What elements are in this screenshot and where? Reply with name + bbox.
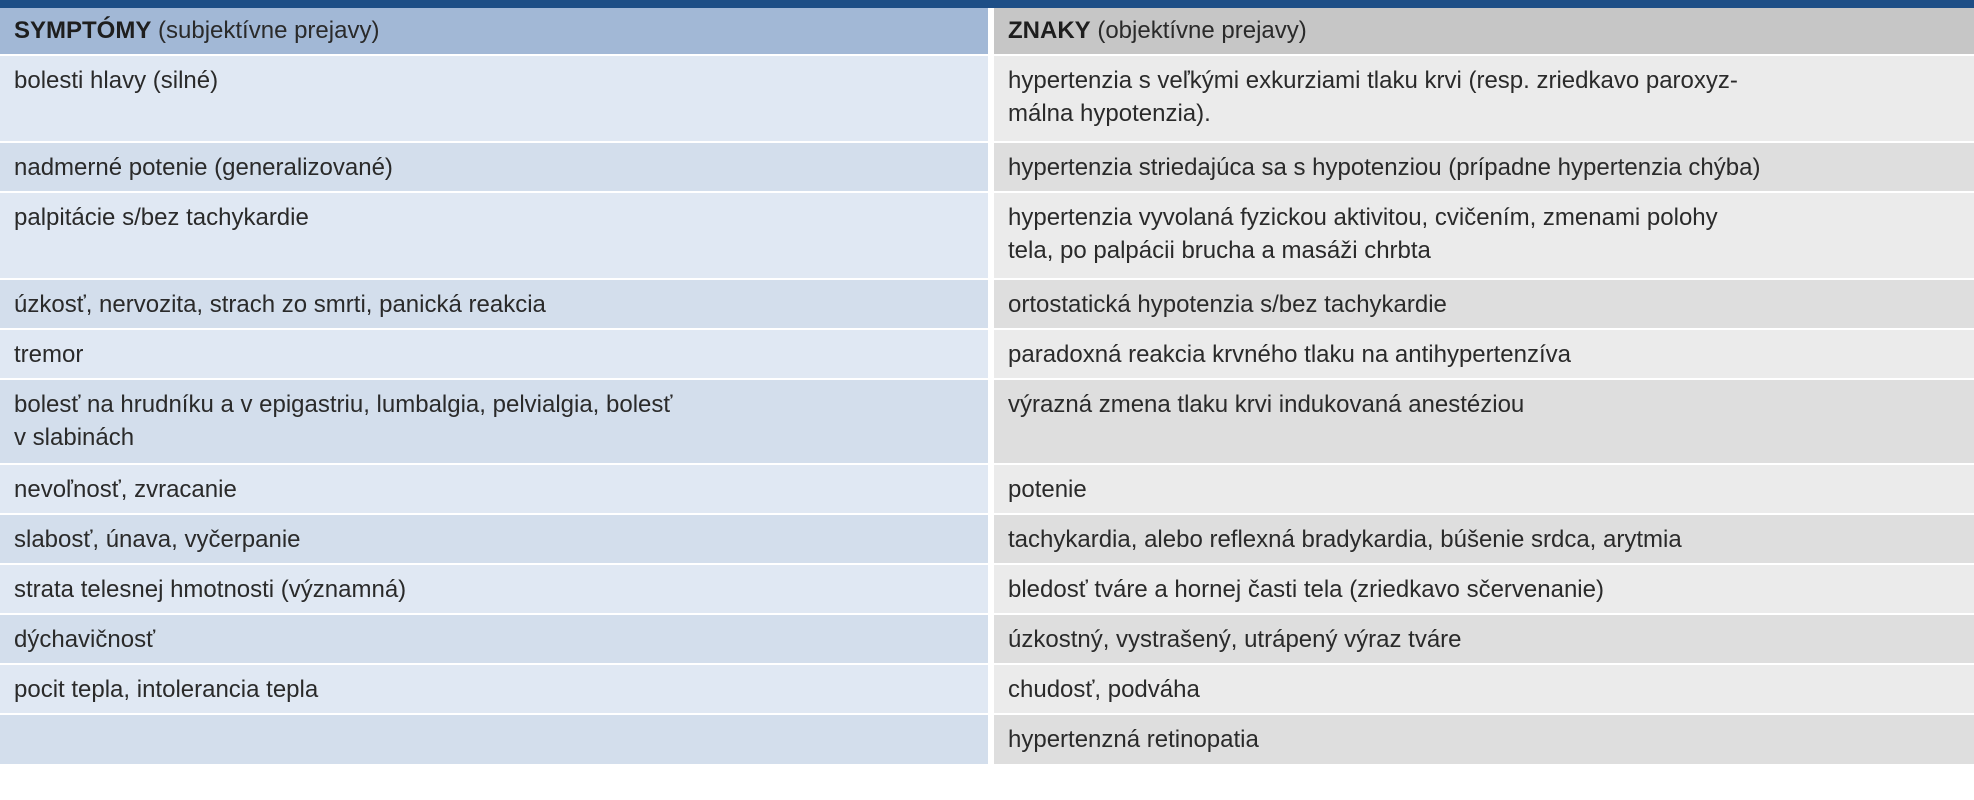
table-row [0,329,1974,379]
symptom-text: dýchavičnosť [14,626,156,653]
header-signs-note: (objektívne prejavy) [1090,17,1307,44]
sign-text-line: hypertenzia striedajúca sa s hypotenziou (prípadne hypertenzia chýba) [1008,154,1761,181]
table-row [0,142,1974,192]
symptom-text-line: v slabinách [14,424,135,451]
table-row [0,55,1974,142]
header-signs [991,8,1974,55]
table-header-row [0,8,1974,55]
sign-text-line: hypertenzia vyvolaná fyzickou aktivitou, cvičením, zmenami polohy [1008,204,1718,231]
symptom-cell [0,714,991,764]
table-row [0,664,1974,714]
symptom-text: slabosť, únava, vyčerpanie [14,526,301,553]
sign-text-line: tachykardia, alebo reflexná bradykardia, búšenie srdca, arytmia [1008,526,1682,553]
symptom-cell [0,564,991,614]
table-row [0,379,1974,464]
sign-text-line: potenie [1008,476,1087,503]
symptom-text: nevoľnosť, zvracanie [14,476,237,503]
sign-cell [991,55,1974,142]
header-symptoms [0,8,991,55]
symptom-cell [0,379,991,464]
symptom-text: nadmerné potenie (generalizované) [14,154,393,181]
sign-cell [991,714,1974,764]
symptom-text: strata telesnej hmotnosti (významná) [14,576,407,603]
top-rule [0,0,1974,8]
table-row [0,614,1974,664]
table-row [0,192,1974,279]
sign-text-line: tela, po palpácii brucha a masáži chrbta [1008,237,1431,264]
sign-cell [991,192,1974,279]
sign-text-line: výrazná zmena tlaku krvi indukovaná anestéziou [1008,391,1525,418]
symptom-cell [0,514,991,564]
sign-text-line: bledosť tváre a hornej časti tela (zriedkavo sčervenanie) [1008,576,1604,603]
symptom-text: úzkosť, nervozita, strach zo smrti, panická reakcia [14,291,546,318]
table-row [0,279,1974,329]
sign-text-line: paradoxná reakcia krvného tlaku na antihypertenzíva [1008,341,1572,368]
symptom-cell [0,614,991,664]
symptom-cell [0,464,991,514]
symptom-cell [0,55,991,142]
symptom-cell [0,664,991,714]
table-row [0,564,1974,614]
sign-cell [991,379,1974,464]
sign-cell [991,564,1974,614]
sign-text-line: hypertenzná retinopatia [1008,726,1259,753]
sign-text-line: ortostatická hypotenzia s/bez tachykardie [1008,291,1447,318]
header-symptoms-keyword: SYMPTÓMY [14,17,152,44]
sign-text-line: chudosť, podváha [1008,676,1200,703]
symptom-text: tremor [14,341,84,368]
symptom-cell [0,329,991,379]
symptom-text-line: bolesť na hrudníku a v epigastriu, lumbalgia, pelvialgia, bolesť [14,391,673,418]
symptoms-signs-table [0,8,1974,764]
symptom-cell [0,142,991,192]
symptom-text: pocit tepla, intolerancia tepla [14,676,319,703]
symptom-cell [0,279,991,329]
sign-text-line: úzkostný, vystrašený, utrápený výraz tváre [1008,626,1462,653]
sign-cell [991,142,1974,192]
sign-text-line: málna hypotenzia). [1008,100,1211,127]
sign-cell [991,279,1974,329]
sign-cell [991,664,1974,714]
sign-cell [991,464,1974,514]
sign-text-line: hypertenzia s veľkými exkurziami tlaku krvi (resp. zriedkavo paroxyz- [1008,67,1738,94]
symptom-text: bolesti hlavy (silné) [14,67,219,94]
header-signs-keyword: ZNAKY [1008,17,1091,44]
symptom-text: palpitácie s/bez tachykardie [14,204,309,231]
table-row [0,464,1974,514]
sign-cell [991,329,1974,379]
table-row [0,714,1974,764]
sign-cell [991,614,1974,664]
symptom-cell [0,192,991,279]
header-symptoms-note: (subjektívne prejavy) [151,17,380,44]
sign-cell [991,514,1974,564]
table-row [0,514,1974,564]
